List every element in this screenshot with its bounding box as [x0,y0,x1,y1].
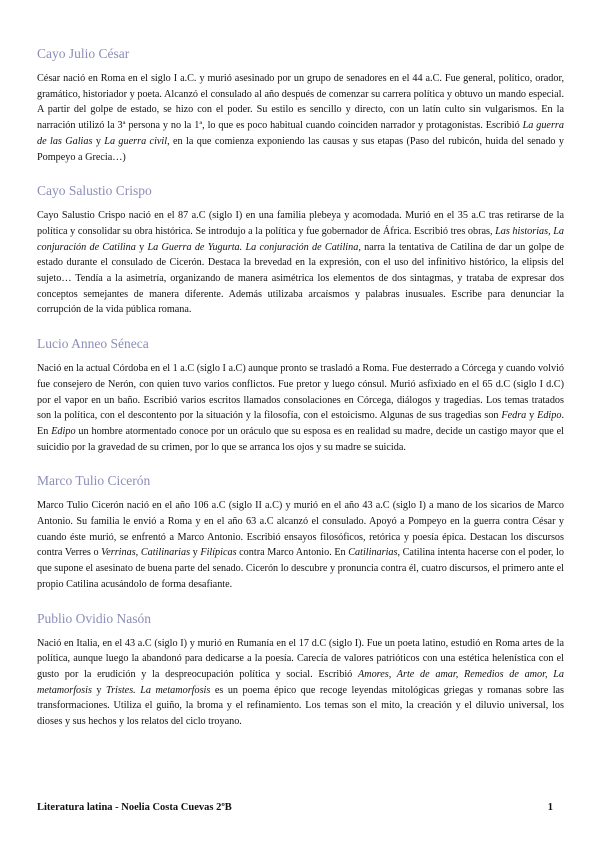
footer-title: Literatura latina - Noelia Costa Cuevas 2ºB [37,802,232,813]
section-ciceron [37,473,564,592]
text-run: César nació en Roma en el siglo I a.C. y murió asesinado por un grupo de senadores en el 44 a.C. Fue general, político, orador, gramático, historiador y poeta. Alcanzó el consulado al año después de comenzar su carrera política y obtuvo un mando especial. A partir del golpe de estado, se hizo con el poder. Su estilo es sencillo y directo, con un latín culto sin vulgarismos. En la narración utilizó la 3ª persona y no la 1ª, lo que es poco habitual cuando coinciden narrador y protagonistas. Escribió [37,73,564,132]
section-paragraph [37,498,564,592]
text-run: y [190,547,201,559]
section-paragraph [37,636,564,730]
section-paragraph [37,71,564,165]
section-cesar [37,46,564,165]
text-run: Nació en la actual Córdoba en el 1 a.C (siglo I a.C) aunque pronto se trasladó a Roma. Fue desterrado a Córcega y cuando volvió fue consejero de Nerón, con quien tuvo varios conflictos. Fue pretor y luego cónsul. Murió asfixiado en el 65 d.C (siglo I d.C) por el vapor en un baño. Escribió varios escritos llamados consolaciones en Córcega, diálogos y tragedias. Los temas tratados son la política, con el descontento por la situación y la filosofía, con el estoicismo. Algunas de sus tragedias son [37,363,564,422]
text-run: Nació en Italia, en el 43 a.C (siglo I) y murió en Rumanía en el 17 d.C (siglo I). Fue un poeta latino, estudió en Roma artes de la política, aunque luego la abandonó para dedicarse a la poesía. Carecía de valores patrióticos con una estética helenística con el gusto por la erudición y la despreocupación política y social. Escribió [37,637,564,680]
italic-title: La guerra de las Galias [37,120,564,147]
text-run: contra Marco Antonio. En [236,547,349,559]
section-salustio [37,183,564,318]
section-heading: Cayo Salustio Crispo [37,183,152,199]
section-ovidio [37,611,564,730]
italic-title: Amores, Arte de amar, Remedios de amor, La metamorfosis [37,668,564,696]
italic-title: La guerra civil [104,135,168,147]
text-run: , en la que comienza exponiendo las causas y sus etapas (Paso del rubicón, huida del senado y Pompeyo a Grecia…) [37,135,564,163]
italic-title: Verrinas [101,547,136,559]
italic-title: Catilinarias [140,547,191,559]
document-body [37,36,564,748]
page-footer [37,802,553,813]
section-paragraph [37,361,564,455]
italic-title: Las historias, La conjuración de Catilina [37,225,564,253]
text-run: , narra la tentativa de Catilina de dar un golpe de estado durante el consulado de Cicerón. Destaca la brevedad en la expresión, con el uso del infinitivo histórico, la elipsis del sujeto… Tendía a la asimetría, organizando de manera asimétrica los elementos de dos sintagmas, y trataba de expresar dos conceptos semejantes de manera diferente. Además utilizaba arcaísmos y palabras inusuales. Escribe para denunciar la corrupción de la vida pública romana. [37,241,565,316]
text-run: y [526,410,538,422]
section-paragraph [37,208,564,318]
text-run: es un poema épico que recoge leyendas mitológicas griegas y romanas sobre las transformaciones. Utiliza el guiño, la broma y el refinamiento. Los temas son el mito, la creación y el diluvio universal, los dioses y sus hechos y los relatos del ciclo troyano. [37,684,565,728]
text-run: , Catilina intenta hacerse con el poder, lo que supone el asesinato de buena parte del senado. Cicerón lo descubre y pronuncia contra él, cuatro discursos, el primero ante el propio Catilina acusándolo de forma desafiante. [37,547,564,590]
text-run: . En [37,410,564,437]
text-run: y [91,684,106,696]
italic-title: Edipo [537,410,562,422]
section-heading: Cayo Julio César [37,46,130,61]
text-run: y [135,241,148,253]
italic-title: Tristes. La metamorfosis [105,684,211,696]
italic-title: Fedra [501,410,527,422]
page-number: 1 [547,802,553,813]
text-run: , [135,547,141,559]
italic-title: Filípicas [200,547,237,559]
text-run: un hombre atormentado conoce por un oráculo que su esposa es en realidad su madre, decide un castigo mayor que el suicidio por la gravedad de su crimen, por lo que se arranca los ojos y su madre se suicida. [37,425,564,453]
section-seneca [37,336,564,455]
section-heading: Marco Tulio Cicerón [37,473,151,489]
section-heading: Lucio Anneo Séneca [37,336,149,352]
text-run: Cayo Salustio Crispo nació en el 87 a.C (siglo I) en una familia plebeya y acomodada. Murió en el 35 a.C tras retirarse de la política y consolidar su obra histórica. Se introdujo a la política y fue gobernador de África. Escribió tres obras, [37,210,564,237]
italic-title: La Guerra de Yugurta. La conjuración de Catilina [147,241,359,253]
italic-title: Catilinarias [348,547,398,559]
text-run: Marco Tulio Cicerón nació en el año 106 a.C (siglo II a.C) y murió en el año 43 a.C (siglo I) a mano de los sicarios de Marco Antonio. Su familia le envió a Roma y en el año 63 a.C alcanzó el consulado. Apoyó a Pompeyo en la guerra contra César y cuando éste murió, se enfrentó a Marco Antonio. Escribió ensayos filosóficos, retórica y poesía épica. Destacan los discursos contra Verres o [37,500,564,559]
text-run: y [92,135,105,147]
section-heading: Publio Ovidio Nasón [37,610,152,626]
italic-title: Edipo [51,425,76,437]
